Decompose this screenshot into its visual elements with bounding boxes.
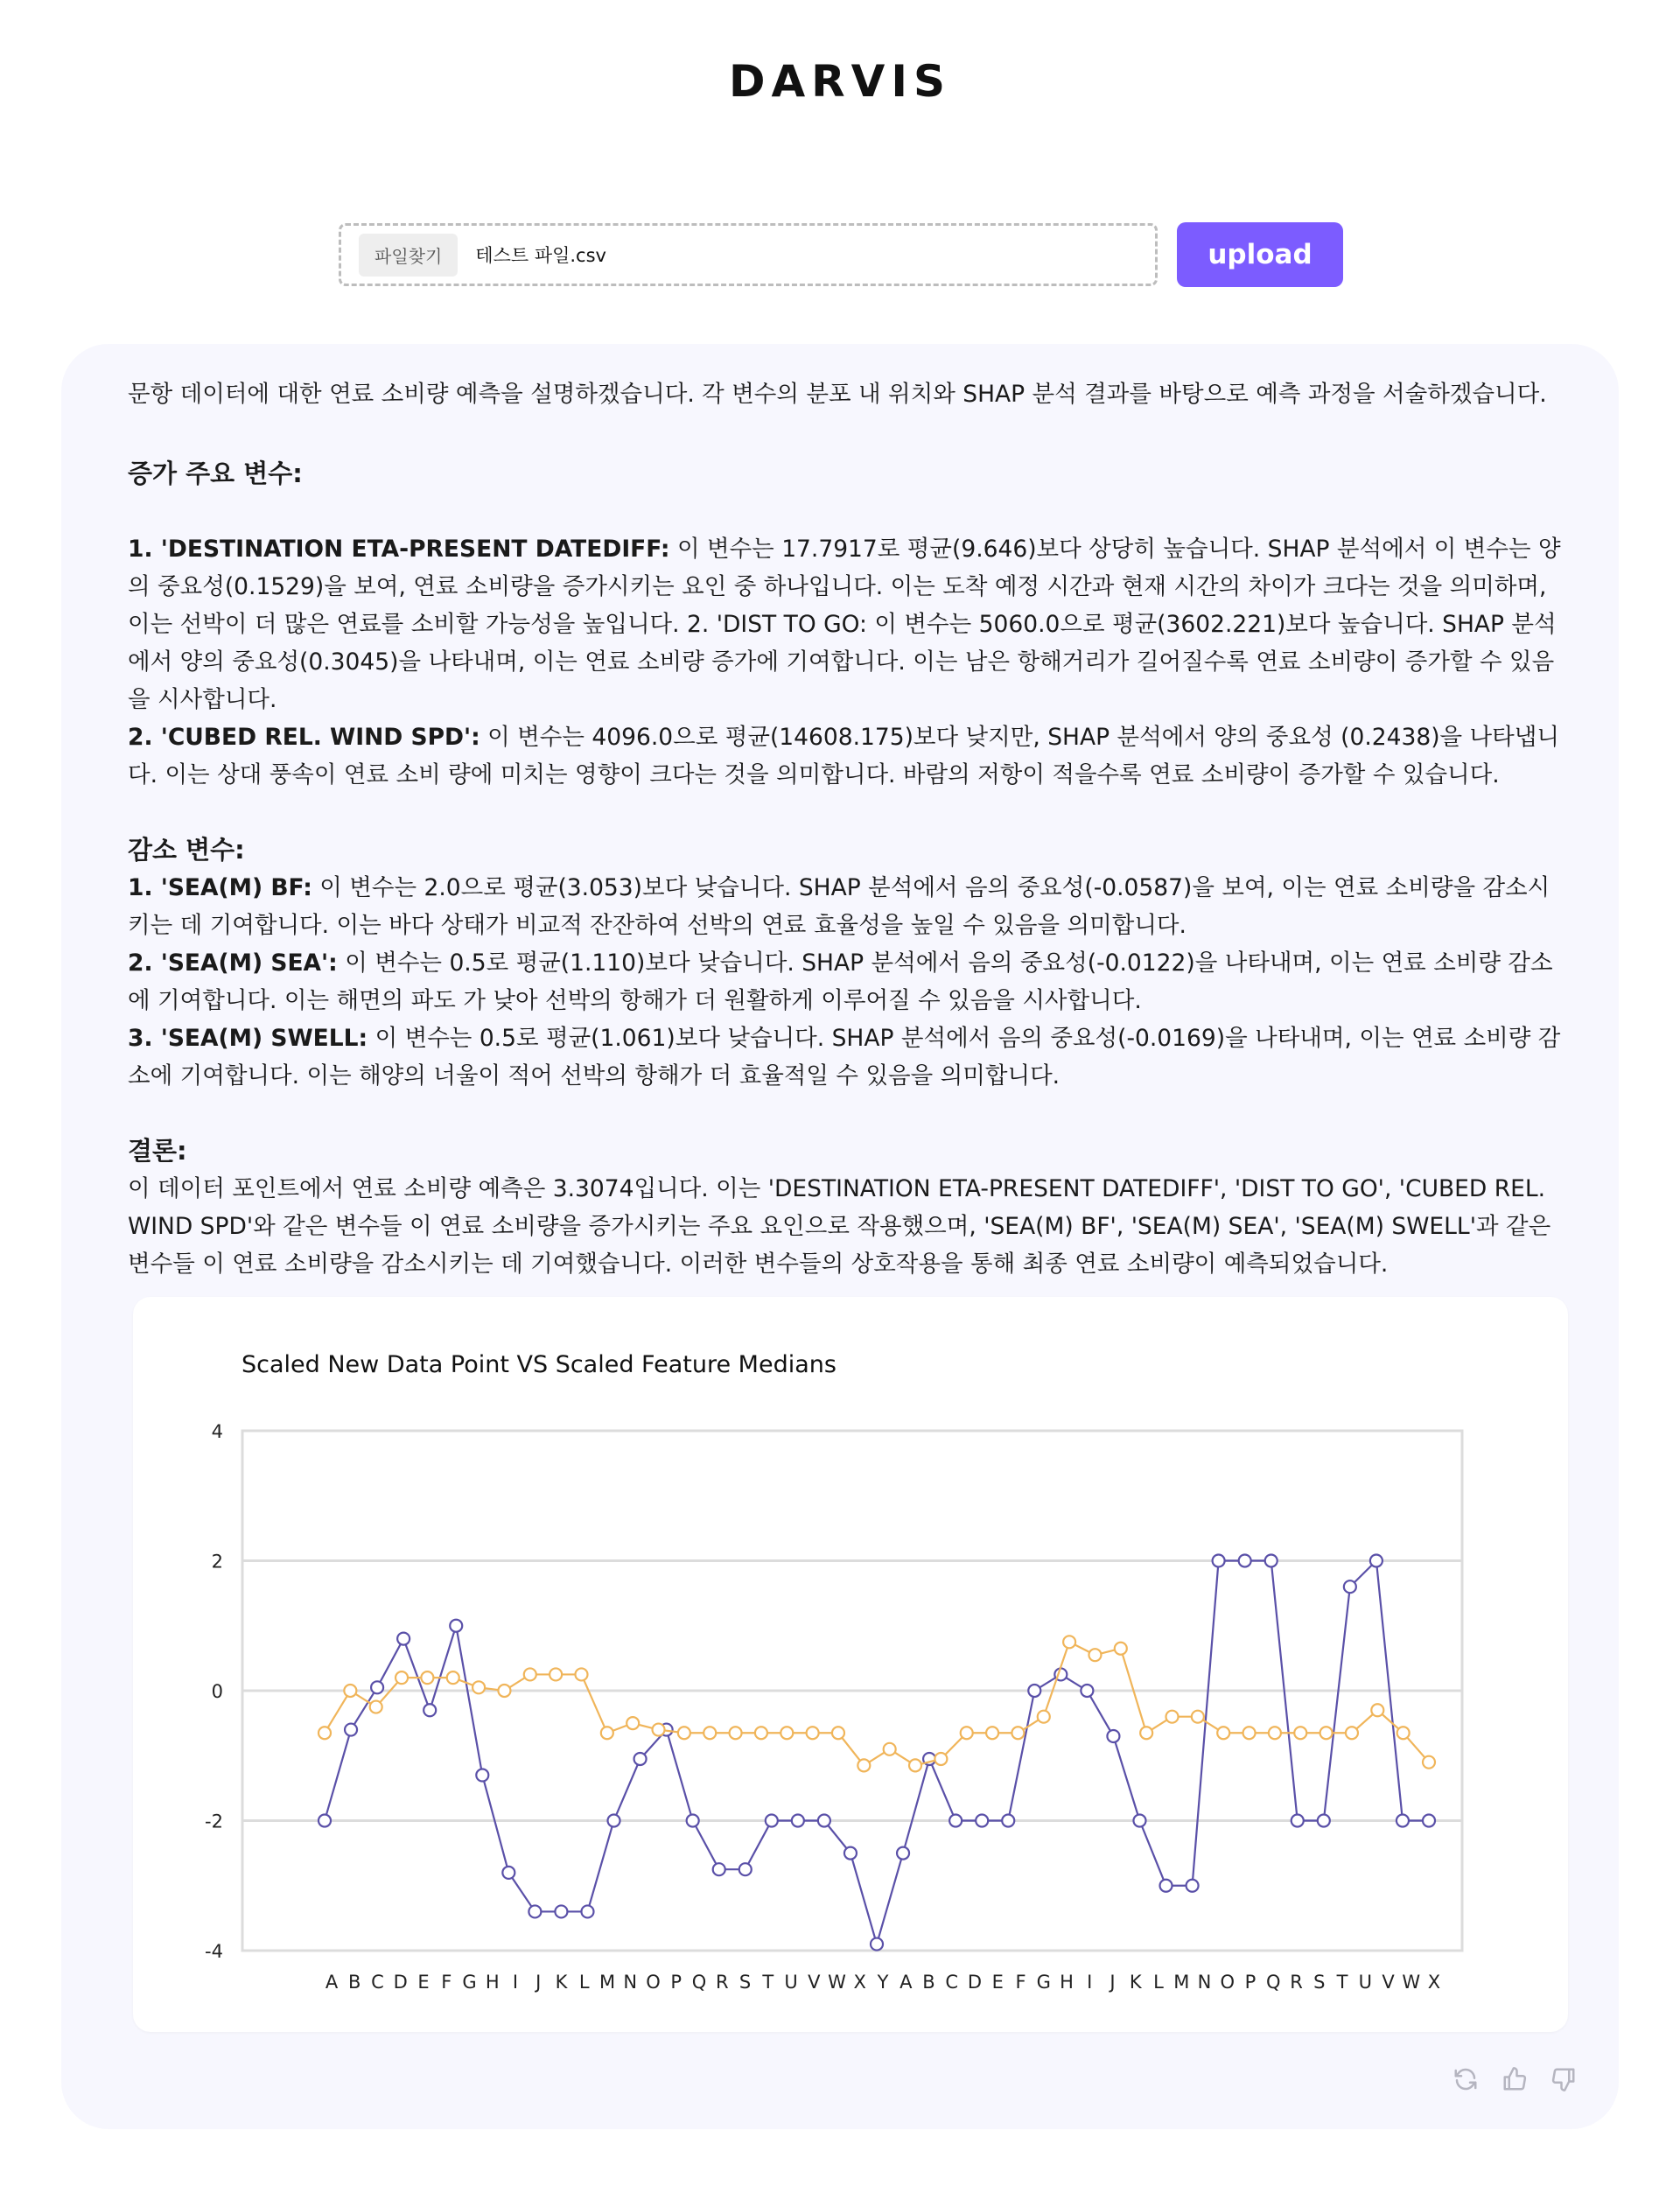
x-tick-label: U	[784, 1972, 798, 1993]
x-tick-label: E	[417, 1972, 430, 1993]
y-tick-label: -4	[205, 1941, 223, 1962]
data-point	[421, 1671, 433, 1684]
decrease-heading: 감소 변수:	[128, 835, 245, 865]
data-point	[653, 1724, 665, 1736]
x-tick-label: H	[1060, 1972, 1074, 1993]
data-point	[1423, 1756, 1435, 1769]
file-drop-zone[interactable]	[339, 223, 1158, 286]
x-tick-label: X	[853, 1972, 866, 1993]
data-point	[687, 1815, 699, 1827]
series-line-0	[325, 1561, 1429, 1944]
x-tick-label: Y	[877, 1972, 889, 1993]
data-point	[370, 1701, 382, 1713]
x-tick-label: N	[1197, 1972, 1212, 1993]
x-tick-label: O	[1220, 1972, 1236, 1993]
data-point	[730, 1727, 742, 1739]
data-point	[396, 1671, 408, 1684]
increase-heading: 증가 주요 변수:	[128, 459, 303, 488]
data-point	[961, 1727, 973, 1739]
series-line-1	[325, 1642, 1429, 1765]
x-tick-label: Q	[1265, 1972, 1281, 1993]
data-point	[713, 1863, 725, 1875]
data-point	[528, 1905, 541, 1917]
decrease-item-label: 3. 'SEA(M) SWELL:	[128, 1025, 368, 1052]
x-tick-label: D	[967, 1972, 983, 1993]
x-tick-label: B	[922, 1972, 935, 1993]
data-point	[550, 1668, 562, 1680]
data-point	[1063, 1636, 1075, 1648]
data-point	[1396, 1815, 1409, 1827]
x-tick-label: K	[1129, 1972, 1142, 1993]
increase-item-label: 1. 'DESTINATION ETA-PRESENT DATEDIFF:	[128, 536, 670, 563]
thumbs-up-icon[interactable]	[1500, 2064, 1530, 2094]
x-tick-label: P	[1244, 1972, 1256, 1993]
data-point	[766, 1815, 778, 1827]
data-point	[1133, 1815, 1145, 1827]
data-point	[780, 1727, 793, 1739]
increase-item	[128, 718, 1563, 794]
increase-item-label: 2. 'CUBED REL. WIND SPD':	[128, 724, 480, 751]
data-point	[1192, 1711, 1204, 1723]
decrease-item	[128, 944, 1563, 1019]
data-point	[581, 1905, 593, 1917]
data-point	[318, 1727, 331, 1739]
data-point	[1012, 1727, 1024, 1739]
selected-file-name: 테스트 파일.csv	[475, 245, 606, 266]
data-point	[318, 1815, 331, 1827]
x-tick-label: V	[1382, 1972, 1395, 1993]
y-tick-label: 2	[211, 1551, 223, 1573]
data-point	[1318, 1815, 1330, 1827]
data-point	[755, 1727, 767, 1739]
data-point	[1107, 1730, 1119, 1742]
data-point	[678, 1727, 690, 1739]
x-tick-label: O	[646, 1972, 661, 1993]
data-point	[1140, 1727, 1152, 1739]
x-tick-label: E	[991, 1972, 1004, 1993]
data-point	[450, 1620, 462, 1632]
response-card	[61, 344, 1619, 2129]
x-tick-label: T	[762, 1972, 774, 1993]
refresh-icon[interactable]	[1451, 2064, 1480, 2094]
data-point	[1397, 1727, 1410, 1739]
chart-title: Scaled New Data Point VS Scaled Feature Medians	[242, 1351, 836, 1378]
conclusion-text: 이 데이터 포인트에서 연료 소비량 예측은 3.3074입니다. 이는 'DESTINATION ETA-PRESENT DATEDIFF', 'DIST TO GO', 'CUBED REL. WIND SPD'와 같은 변수들 이 연료 소비량을 증가시키는 주요 요인으로 작용했으며, 'SEA(M) BF', 'SEA(M) SEA', 'SEA(M) SWELL'과 같은 변수들 이 연료 소비량을 감소시키는 데 기여했습니다. 이러한 변수들의 상호작용을 통해 최종 연료 소비량이 예측되었습니다.	[128, 1175, 1551, 1278]
decrease-item	[128, 1019, 1563, 1095]
x-tick-label: Q	[691, 1972, 707, 1993]
data-point	[976, 1815, 988, 1827]
x-tick-label: M	[598, 1972, 616, 1993]
data-point	[1292, 1815, 1304, 1827]
x-tick-label: J	[1110, 1972, 1116, 1993]
data-point	[601, 1727, 613, 1739]
x-tick-label: U	[1358, 1972, 1372, 1993]
data-point	[1217, 1727, 1229, 1739]
x-tick-label: X	[1427, 1972, 1441, 1993]
x-tick-label: I	[512, 1972, 519, 1993]
data-point	[626, 1717, 639, 1729]
upload-button[interactable]: upload	[1177, 222, 1343, 287]
data-point	[1243, 1727, 1256, 1739]
data-point	[502, 1867, 514, 1879]
data-point	[1423, 1815, 1435, 1827]
data-point	[1028, 1685, 1040, 1697]
x-tick-label: W	[828, 1972, 846, 1993]
file-browse-button[interactable]: 파일찾기	[359, 234, 458, 277]
x-tick-label: G	[462, 1972, 477, 1993]
increase-item	[128, 530, 1563, 718]
data-point	[634, 1753, 647, 1765]
data-point	[424, 1704, 436, 1716]
data-point	[1213, 1555, 1225, 1567]
x-tick-label: B	[348, 1972, 361, 1993]
data-point	[447, 1671, 459, 1684]
y-tick-label: 0	[211, 1681, 223, 1702]
x-tick-label: C	[371, 1972, 384, 1993]
data-point	[949, 1815, 962, 1827]
x-tick-label: D	[393, 1972, 408, 1993]
x-tick-label: L	[1153, 1972, 1164, 1993]
x-tick-label: W	[1402, 1972, 1421, 1993]
increase-item-text: 이 변수는 4096.0으로 평균(14608.175)보다 낮지만, SHAP 분석에서 양의 중요성 (0.2438)을 나타냅니다. 이는 상대 풍속이 연료 소비 량에 미치는 영향이 크다는 것을 의미합니다. 바람의 저항이 적을수록 연료 소비량이 증가할 수 있습니다.	[128, 724, 1559, 788]
decrease-item	[128, 869, 1563, 944]
data-point	[1370, 1555, 1382, 1567]
data-point	[555, 1905, 567, 1917]
data-point	[524, 1668, 536, 1680]
data-point	[897, 1847, 909, 1860]
data-point	[871, 1938, 883, 1951]
line-chart	[133, 1297, 1568, 2032]
data-point	[371, 1681, 383, 1693]
data-point	[739, 1863, 752, 1875]
x-tick-label: F	[1015, 1972, 1026, 1993]
data-point	[884, 1743, 896, 1755]
decrease-item-label: 2. 'SEA(M) SEA':	[128, 949, 338, 977]
data-point	[1160, 1880, 1172, 1892]
x-tick-label: I	[1087, 1972, 1093, 1993]
thumbs-down-icon[interactable]	[1549, 2064, 1578, 2094]
response-text	[128, 375, 1563, 1283]
data-point	[575, 1668, 587, 1680]
y-tick-label: -2	[205, 1811, 223, 1832]
data-point	[345, 1724, 357, 1736]
response-intro: 문항 데이터에 대한 연료 소비량 예측을 설명하겠습니다. 각 변수의 분포 내 위치와 SHAP 분석 결과를 바탕으로 예측 과정을 서술하겠습니다.	[128, 381, 1547, 408]
data-point	[858, 1759, 870, 1771]
x-tick-label: F	[441, 1972, 452, 1993]
data-point	[1294, 1727, 1306, 1739]
data-point	[472, 1681, 485, 1693]
increase-item-text: 이 변수는 17.7917로 평균(9.646)보다 상당히 높습니다. SHAP 분석에서 이 변수는 양의 중요성(0.1529)을 보여, 연료 소비량을 증가시키는 요인 중 하나입니다. 이는 도착 예정 시간과 현재 시간의 차이가 크다는 것을 의미하며, 이는 선박이 더 많은 연료를 소비할 가능성을 높입니다. 2. 'DIST TO GO: 이 변수는 5060.0으로 평균(3602.221)보다 높습니다. SHAP 분석에서 양의 중요성(0.3045)을 나타내며, 이는 연료 소비량 증가에 기여합니다. 이는 남은 항해거리가 길어질수록 연료 소비량이 증가할 수 있음을 시사합니다.	[128, 536, 1561, 713]
data-point	[1239, 1555, 1251, 1567]
data-point	[476, 1769, 488, 1782]
decrease-item-label: 1. 'SEA(M) BF:	[128, 874, 312, 901]
data-point	[1186, 1880, 1199, 1892]
data-point	[807, 1727, 819, 1739]
x-tick-label: G	[1036, 1972, 1051, 1993]
data-point	[1115, 1643, 1127, 1655]
x-tick-label: R	[1290, 1972, 1303, 1993]
data-point	[1081, 1685, 1093, 1697]
x-tick-label: L	[578, 1972, 590, 1993]
data-point	[344, 1685, 356, 1697]
x-tick-label: P	[670, 1972, 682, 1993]
data-point	[1371, 1704, 1383, 1716]
x-tick-label: J	[536, 1972, 542, 1993]
y-tick-label: 4	[211, 1421, 223, 1442]
upload-bar	[339, 222, 1343, 287]
data-point	[1265, 1555, 1278, 1567]
response-actions	[1451, 2064, 1578, 2094]
data-point	[832, 1727, 844, 1739]
decrease-item-text: 이 변수는 2.0으로 평균(3.053)보다 낮습니다. SHAP 분석에서 음의 중요성(-0.0587)을 보여, 이는 연료 소비량을 감소시키는 데 기여합니다. 이는 바다 상태가 비교적 잔잔하여 선박의 연료 효율성을 높일 수 있음을 의미합니다.	[128, 874, 1550, 939]
data-point	[608, 1815, 620, 1827]
x-tick-label: A	[325, 1972, 339, 1993]
decrease-item-text: 이 변수는 0.5로 평균(1.110)보다 낮습니다. SHAP 분석에서 음의 중요성(-0.0122)을 나타내며, 이는 연료 소비량 감소에 기여합니다. 이는 해면의 파도 가 낮아 선박의 항해가 더 원활하게 이루어질 수 있음을 시사합니다.	[128, 949, 1553, 1014]
x-tick-label: N	[623, 1972, 638, 1993]
data-point	[498, 1685, 510, 1697]
conclusion-heading: 결론:	[128, 1136, 187, 1166]
decrease-item-text: 이 변수는 0.5로 평균(1.061)보다 낮습니다. SHAP 분석에서 음의 중요성(-0.0169)을 나타내며, 이는 연료 소비량 감소에 기여합니다. 이는 해양의 너울이 적어 선박의 항해가 더 효율적일 수 있음을 의미합니다.	[128, 1025, 1561, 1089]
data-point	[704, 1727, 716, 1739]
data-point	[986, 1727, 998, 1739]
x-tick-label: V	[808, 1972, 821, 1993]
data-point	[397, 1633, 410, 1645]
data-point	[1038, 1711, 1050, 1723]
x-tick-label: T	[1336, 1972, 1348, 1993]
data-point	[1088, 1649, 1101, 1661]
data-point	[909, 1759, 921, 1771]
data-point	[844, 1847, 857, 1860]
data-point	[792, 1815, 804, 1827]
x-tick-label: R	[715, 1972, 729, 1993]
x-tick-label: S	[738, 1972, 752, 1993]
chart-card	[133, 1297, 1568, 2032]
darvis-logo: DARVIS	[728, 56, 951, 107]
data-point	[934, 1753, 947, 1765]
x-tick-label: A	[900, 1972, 913, 1993]
x-tick-label: S	[1313, 1972, 1326, 1993]
x-tick-label: K	[555, 1972, 568, 1993]
x-tick-label: M	[1173, 1972, 1190, 1993]
x-tick-label: C	[945, 1972, 959, 1993]
data-point	[1320, 1727, 1333, 1739]
data-point	[1269, 1727, 1281, 1739]
x-tick-label: H	[485, 1972, 500, 1993]
data-point	[1344, 1580, 1356, 1593]
data-point	[1002, 1815, 1014, 1827]
data-point	[818, 1815, 830, 1827]
data-point	[1166, 1711, 1179, 1723]
data-point	[1346, 1727, 1358, 1739]
